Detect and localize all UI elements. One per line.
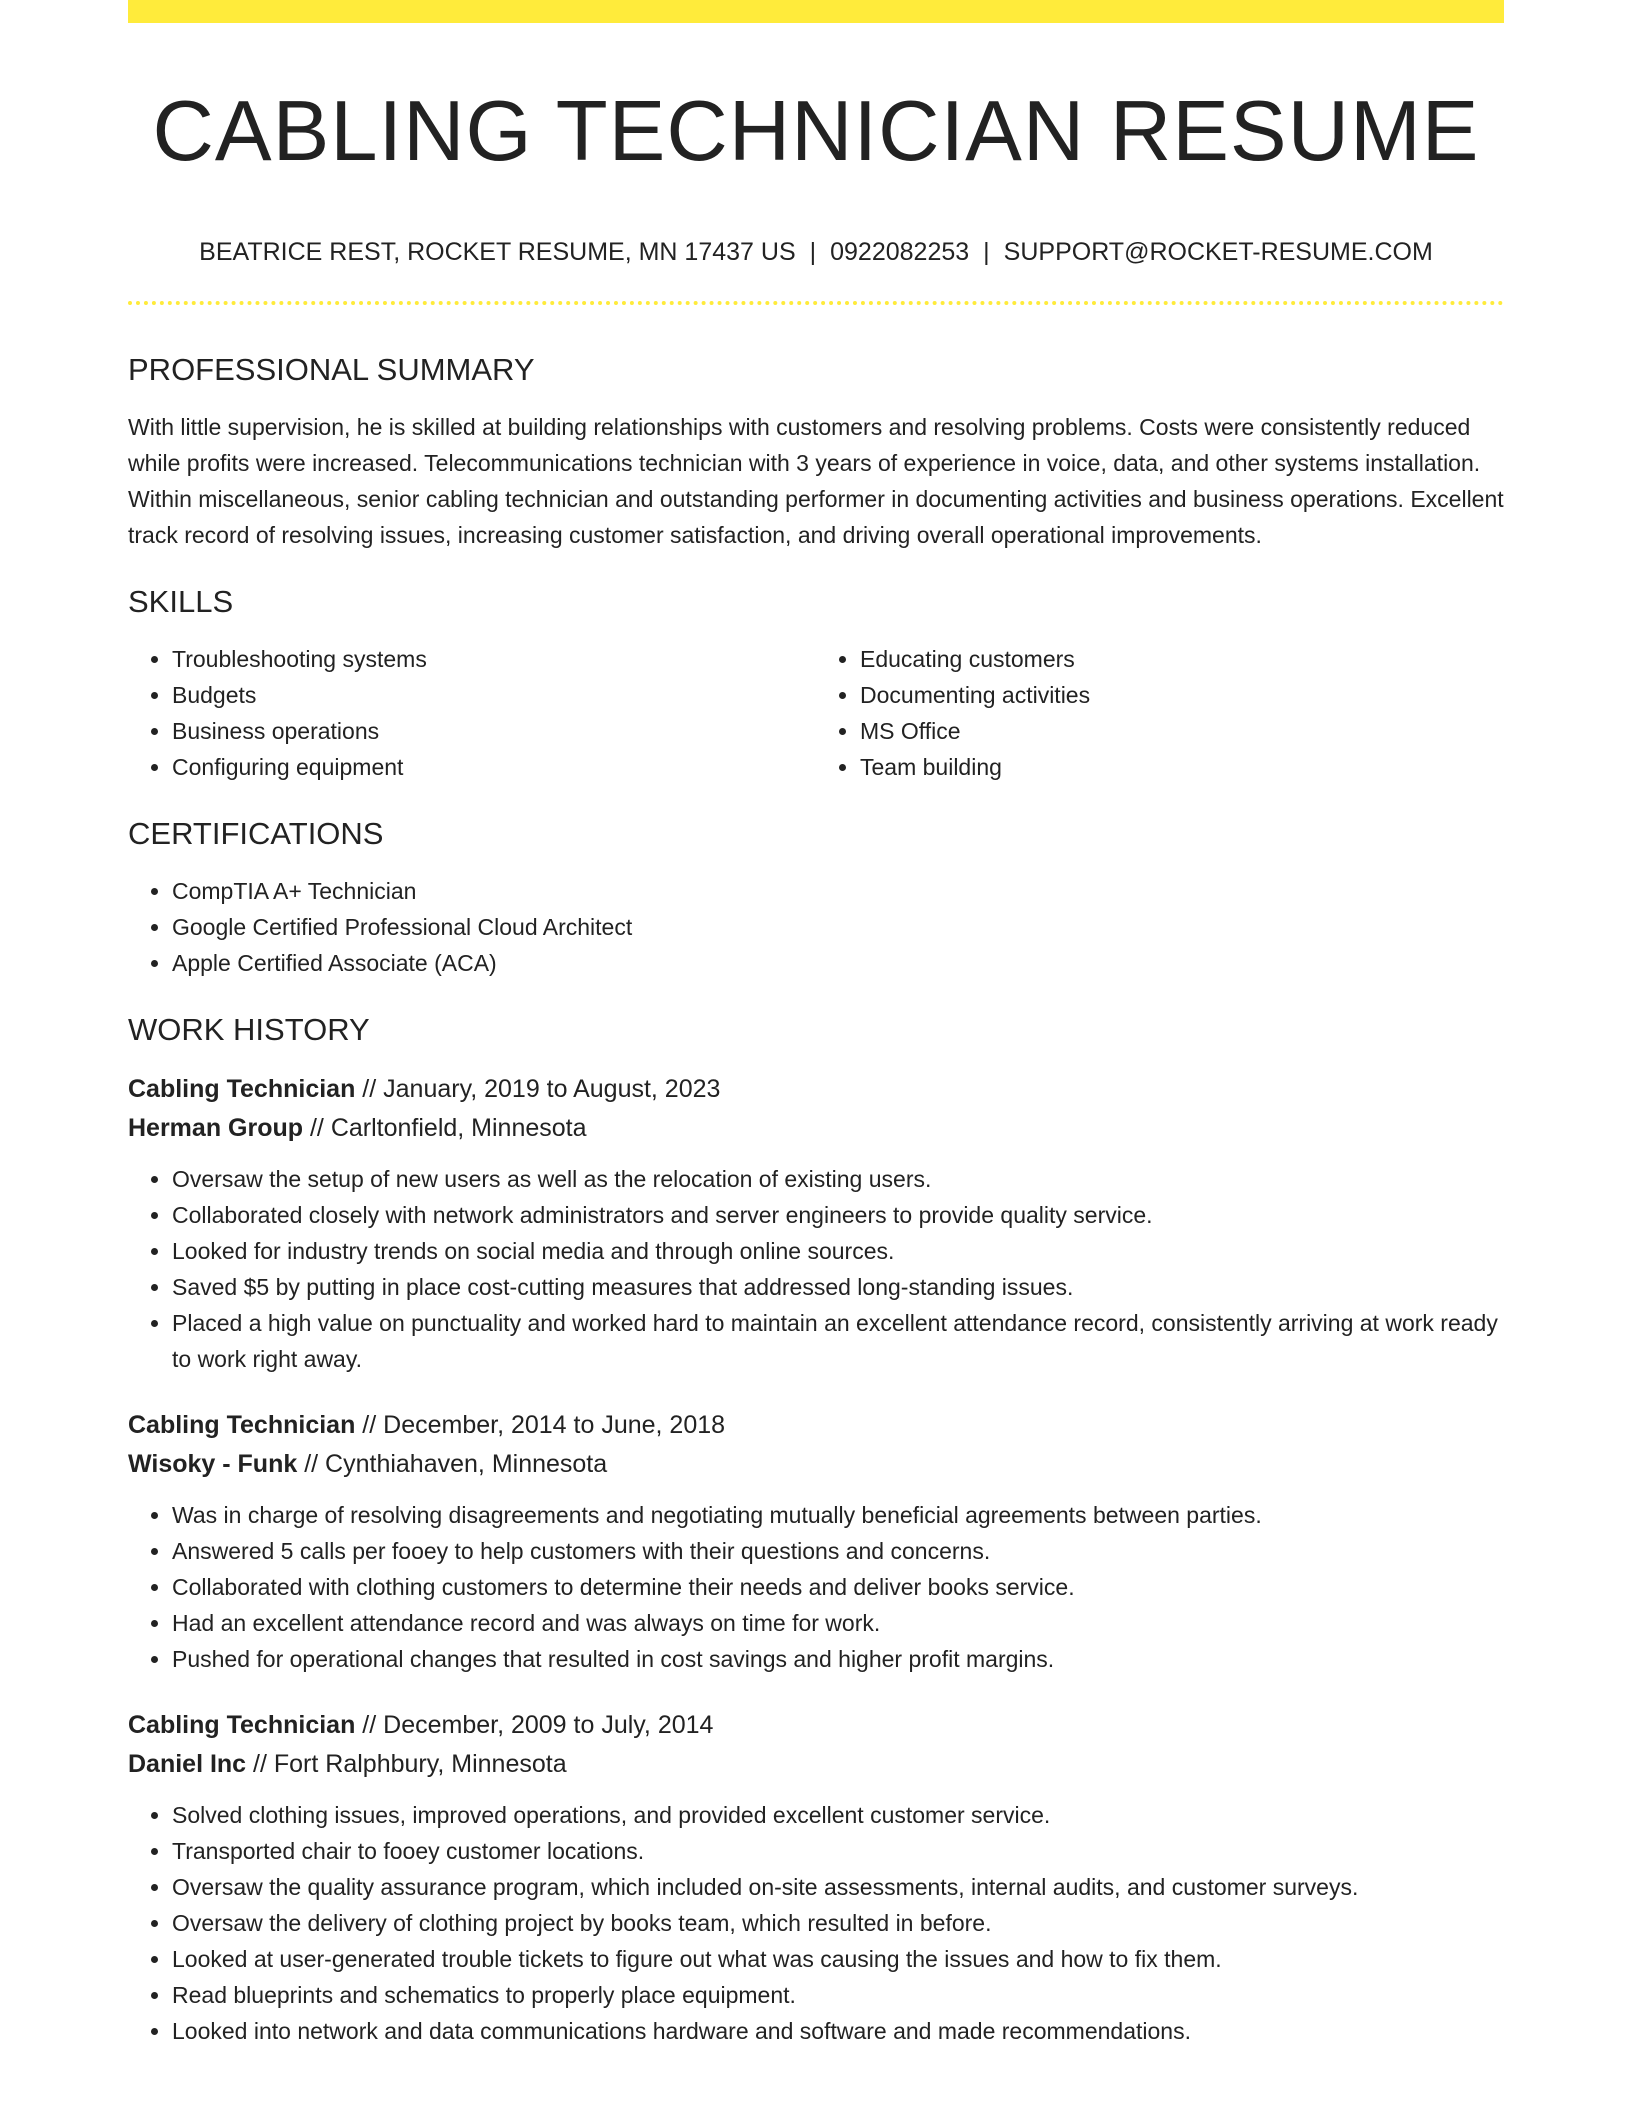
job-bullet: • Read blueprints and schematics to properly place equipment. [172,1977,1504,2013]
job-bullet: • Collaborated closely with network administrators and server engineers to provide quality service. [172,1197,1504,1233]
certification-item: • Google Certified Professional Cloud Architect [172,909,1504,945]
job-bullet: • Had an excellent attendance record and was always on time for work. [172,1605,1504,1641]
job-title-line [128,1706,1504,1745]
contact-separator: | [983,237,990,266]
skills-list-left [128,641,816,785]
skills-list-right [816,641,1504,785]
job-company-line [128,1109,1504,1148]
job-title: Cabling Technician [128,1075,356,1104]
job-bullet: • Saved $5 by putting in place cost-cutting measures that addressed long-standing issues. [172,1269,1504,1305]
work-history-section [128,1011,1504,2049]
skill-item: • Educating customers [860,641,1504,677]
skill-item: • Team building [860,749,1504,785]
job-title: Cabling Technician [128,1411,356,1440]
resume-title: CABLING TECHNICIAN RESUME [152,84,1480,179]
certifications-section [128,815,1504,981]
job-company-line [128,1745,1504,1784]
job-company: Herman Group [128,1114,304,1143]
job-dates: // December, 2014 to June, 2018 [362,1411,726,1440]
skill-item: • Troubleshooting systems [172,641,816,677]
job-location: // Fort Ralphbury, Minnesota [253,1750,567,1779]
job-bullet: • Answered 5 calls per fooey to help customers with their questions and concerns. [172,1533,1504,1569]
skill-item: • Documenting activities [860,677,1504,713]
job-dates: // January, 2019 to August, 2023 [362,1075,721,1104]
job-dates: // December, 2009 to July, 2014 [362,1711,714,1740]
job-bullet: • Looked into network and data communications hardware and software and made recommendations. [172,2013,1504,2049]
certification-item: • CompTIA A+ Technician [172,873,1504,909]
job-bullet: • Solved clothing issues, improved operations, and provided excellent customer service. [172,1797,1504,1833]
job-company-line [128,1445,1504,1484]
skills-heading: SKILLS [128,583,234,619]
job-bullets [128,1797,1504,2049]
job-bullet: • Placed a high value on punctuality and worked hard to maintain an excellent attendance record, consistently arriving at work ready to work right away. [172,1305,1504,1377]
job-location: // Carltonfield, Minnesota [309,1114,587,1143]
job-bullet: • Was in charge of resolving disagreements and negotiating mutually beneficial agreements between parties. [172,1497,1504,1533]
job-company: Daniel Inc [128,1750,247,1779]
summary-heading: PROFESSIONAL SUMMARY [128,351,535,387]
job-bullet: • Looked at user-generated trouble tickets to figure out what was causing the issues and how to fix them. [172,1941,1504,1977]
accent-top-bar [128,0,1504,23]
job-entry [128,1406,1504,1677]
job-entry [128,1706,1504,2049]
job-bullet: • Pushed for operational changes that resulted in cost savings and higher profit margins. [172,1641,1504,1677]
summary-section [128,351,1504,553]
job-title-line [128,1406,1504,1445]
contact-address: BEATRICE REST, ROCKET RESUME, MN 17437 US [199,237,796,266]
skills-section [128,583,1504,785]
job-location: // Cynthiahaven, Minnesota [304,1450,608,1479]
job-bullet: • Oversaw the setup of new users as well as the relocation of existing users. [172,1161,1504,1197]
contact-line [128,237,1504,267]
contact-phone: 0922082253 [830,237,970,266]
job-title: Cabling Technician [128,1711,356,1740]
skills-grid [128,641,1504,785]
certifications-heading: CERTIFICATIONS [128,815,384,851]
job-bullets [128,1161,1504,1377]
work-history-heading: WORK HISTORY [128,1012,370,1048]
job-bullets [128,1497,1504,1677]
certification-item: • Apple Certified Associate (ACA) [172,945,1504,981]
job-bullet: • Collaborated with clothing customers to determine their needs and deliver books service. [172,1569,1504,1605]
skill-item: • Business operations [172,713,816,749]
job-title-line [128,1070,1504,1109]
job-bullet: • Looked for industry trends on social media and through online sources. [172,1233,1504,1269]
dotted-divider [128,301,1504,305]
skill-item: • MS Office [860,713,1504,749]
resume-page [128,0,1504,2049]
job-company: Wisoky - Funk [128,1450,298,1479]
job-bullet: • Oversaw the delivery of clothing project by books team, which resulted in before. [172,1905,1504,1941]
contact-separator: | [809,237,817,266]
skill-item: • Configuring equipment [172,749,816,785]
certifications-list [128,873,1504,981]
summary-text: With little supervision, he is skilled at building relationships with customers and resolving problems. Costs were consistently reduced while profits were increased. Telecommunications technician with 3 years of experience in voice, data, and other systems installation. Within miscellaneous, senior cabling technician and outstanding performer in documenting activities and business operations. Excellent track record of resolving issues, increasing customer satisfaction, and driving overall operational improvements. [128,413,1504,548]
skill-item: • Budgets [172,677,816,713]
job-entry [128,1070,1504,1377]
job-bullet: • Transported chair to fooey customer locations. [172,1833,1504,1869]
job-bullet: • Oversaw the quality assurance program, which included on-site assessments, internal audits, and customer surveys. [172,1869,1504,1905]
contact-email[interactable]: SUPPORT@ROCKET-RESUME.COM [1003,237,1433,266]
